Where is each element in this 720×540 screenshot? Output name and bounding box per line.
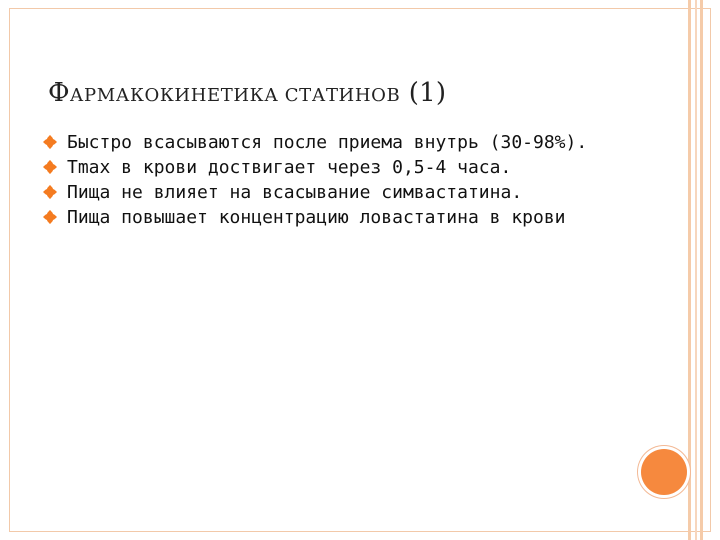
leaf-bullet-icon: [42, 159, 58, 175]
leaf-bullet-icon: [42, 134, 58, 150]
side-stripe: [695, 0, 697, 540]
slide-title: [48, 78, 668, 108]
title-initial: Ф: [48, 78, 70, 108]
leaf-bullet-icon: [42, 209, 58, 225]
side-stripe: [700, 0, 703, 540]
side-stripe: [688, 0, 691, 540]
bullet-item: [42, 205, 642, 230]
bullet-text: Пища не влияет на всасывание симвастатина.: [67, 182, 523, 203]
bullet-item: [42, 155, 642, 180]
bullet-item: [42, 130, 642, 155]
bullet-text: Пища повышает концентрацию ловастатина в крови: [67, 207, 566, 228]
bullet-list: [42, 130, 642, 230]
bullet-text: Tmax в крови доствигает через 0,5-4 часа.: [67, 157, 512, 178]
bullet-text: Быстро всасываются после приема внутрь (30-98%).: [67, 132, 588, 153]
bullet-item: [42, 180, 642, 205]
leaf-bullet-icon: [42, 184, 58, 200]
title-suffix: (1): [400, 78, 447, 108]
orange-circle-decoration: [641, 449, 687, 495]
title-smallcaps: АРМАКОКИНЕТИКА СТАТИНОВ: [69, 85, 401, 106]
